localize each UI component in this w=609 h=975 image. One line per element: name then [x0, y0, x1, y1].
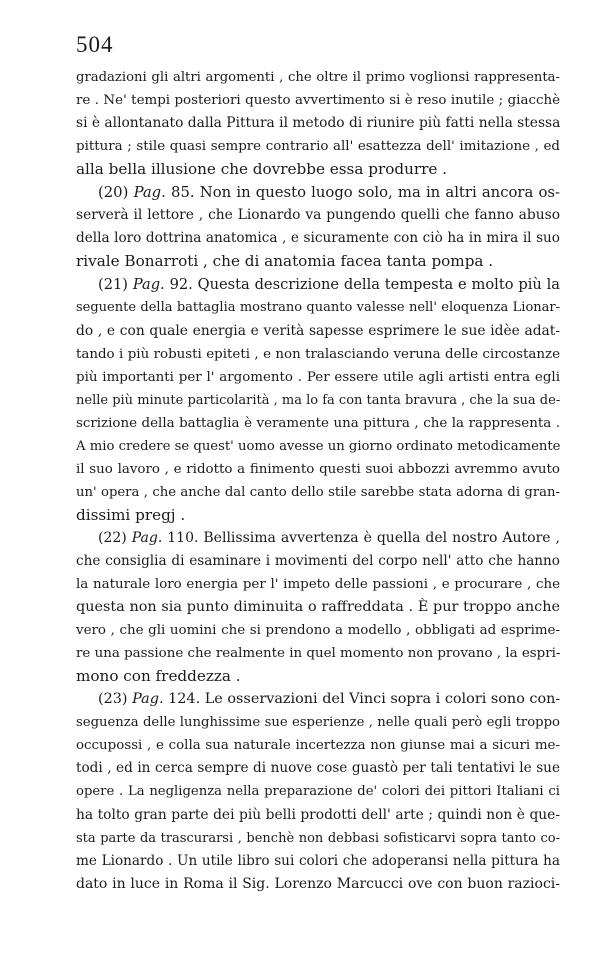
- note-ref: (21): [98, 276, 128, 294]
- text-line: che consiglia di esaminare i movimenti del corpo nell' atto che hanno: [76, 552, 560, 569]
- page-ref-number: 85.: [171, 184, 195, 202]
- text-line: opere . La negligenza nella preparazione de' colori dei pittori Italiani ci: [76, 784, 560, 800]
- text-line: gradazioni gli altri argomenti , che oltre il primo voglionsi rappresenta-: [76, 70, 560, 85]
- page-ref-label: Pag.: [132, 276, 165, 294]
- note-ref: (23): [98, 691, 128, 708]
- text-line: occupossi , e colla sua naturale incertezza non giunse mai a sicuri me-: [76, 738, 560, 754]
- page-ref-number: 124.: [168, 691, 201, 708]
- page-number: 504: [76, 32, 114, 57]
- note-first-line-text: Bellissima avvertenza è quella del nostro Autore ,: [203, 529, 560, 546]
- text-line: rivale Bonarroti , che di anatomia facea tanta pompa .: [76, 252, 494, 271]
- page-ref-label: Pag.: [131, 529, 163, 546]
- text-line: seguenza delle lunghissime sue esperienze , nelle quali però egli troppo: [76, 715, 560, 731]
- page-body: [76, 66, 560, 896]
- page-ref-label: Pag.: [133, 184, 166, 202]
- text-line: scrizione della battaglia è veramente una pittura , che la rappresenta .: [76, 415, 560, 431]
- text-line: sta parte da trascurarsi , benchè non debbasi sofisticarvi sopra tanto co-: [76, 830, 560, 846]
- note-22: [76, 527, 560, 688]
- text-line: dissimi pregj .: [76, 505, 186, 524]
- note-ref: (22): [98, 529, 127, 546]
- text-line: il suo lavoro , e ridotto a finimento questi suoi abbozzi avremmo avuto: [76, 461, 560, 477]
- note-23: [76, 688, 560, 895]
- text-line: alla bella illusione che dovrebbe essa produrre .: [76, 160, 448, 179]
- text-line: questa non sia punto diminuita o raffreddata . È pur troppo anche: [76, 599, 560, 616]
- page-ref-label: Pag.: [132, 691, 164, 708]
- note-20: [76, 181, 560, 273]
- text-line: re . Ne' tempi posteriori questo avvertimento si è reso inutile ; giacchè: [76, 93, 560, 109]
- note-first-line: [76, 688, 560, 711]
- text-line: dato in luce in Roma il Sig. Lorenzo Marcucci ove con buon razioci-: [76, 875, 560, 892]
- text-line: ha tolto gran parte dei più belli prodotti dell' arte ; quindi non è que-: [76, 806, 560, 823]
- note-first-line: [76, 273, 560, 296]
- text-line: mono con freddezza .: [76, 667, 241, 686]
- text-line: si è allontanato dalla Pittura il metodo di riunire più fatti nella stessa: [76, 115, 561, 132]
- text-line: seguente della battaglia mostrano quanto valesse nell' eloquenza Lionar-: [76, 300, 560, 316]
- text-line: la naturale loro energia per l' impeto delle passioni , e procurare , che: [76, 577, 560, 593]
- text-line: A mio credere se quest' uomo avesse un giorno ordinato metodicamente: [76, 438, 561, 454]
- note-ref: (20): [98, 184, 129, 202]
- note-first-line: [76, 181, 560, 204]
- text-line: do , e con quale energia e verità sapesse esprimere le sue idèe adat-: [76, 322, 560, 339]
- note-first-line-text: Le osservazioni del Vinci sopra i colori sono con-: [204, 691, 561, 708]
- note-21: [76, 273, 560, 527]
- text-line: un' opera , che anche dal canto dello stile sarebbe stata adorna di gran-: [76, 484, 560, 500]
- note-first-line-text: Non in questo luogo solo, ma in altri ancora os-: [199, 184, 560, 202]
- text-line: più importanti per l' argomento . Per essere utile agli artisti entra egli: [76, 369, 560, 385]
- note-first-line: [76, 527, 560, 550]
- text-line: me Lionardo . Un utile libro sui colori che adoperansi nella pittura ha: [76, 852, 560, 869]
- text-line: vero , che gli uomini che si prendono a modello , obbligati ad esprime-: [76, 623, 560, 639]
- text-line: della loro dottrina anatomica , e sicuramente con ciò ha in mira il suo: [76, 230, 560, 247]
- text-line: re una passione che realmente in quel momento non provano , la espri-: [76, 646, 561, 662]
- page-ref-number: 92.: [169, 276, 193, 294]
- page-ref-number: 110.: [167, 529, 199, 546]
- text-line: serverà il lettore , che Lionardo va pungendo quelli che fanno abuso: [76, 207, 560, 224]
- text-line: tando i più robusti epiteti , e non tralasciando veruna delle circostanze: [76, 346, 560, 362]
- text-line: pittura ; stile quasi sempre contrario all' esattezza dell' imitazione , ed: [76, 139, 560, 155]
- note-first-line-text: Questa descrizione della tempesta e molto più la: [197, 276, 561, 294]
- paragraph-continuation: [76, 66, 560, 181]
- text-line: nelle più minute particolarità , ma lo fa con tanta bravura , che la sua de-: [76, 392, 561, 408]
- text-line: todi , ed in cerca sempre di nuove cose guastò per tali tentativi le sue: [76, 760, 560, 777]
